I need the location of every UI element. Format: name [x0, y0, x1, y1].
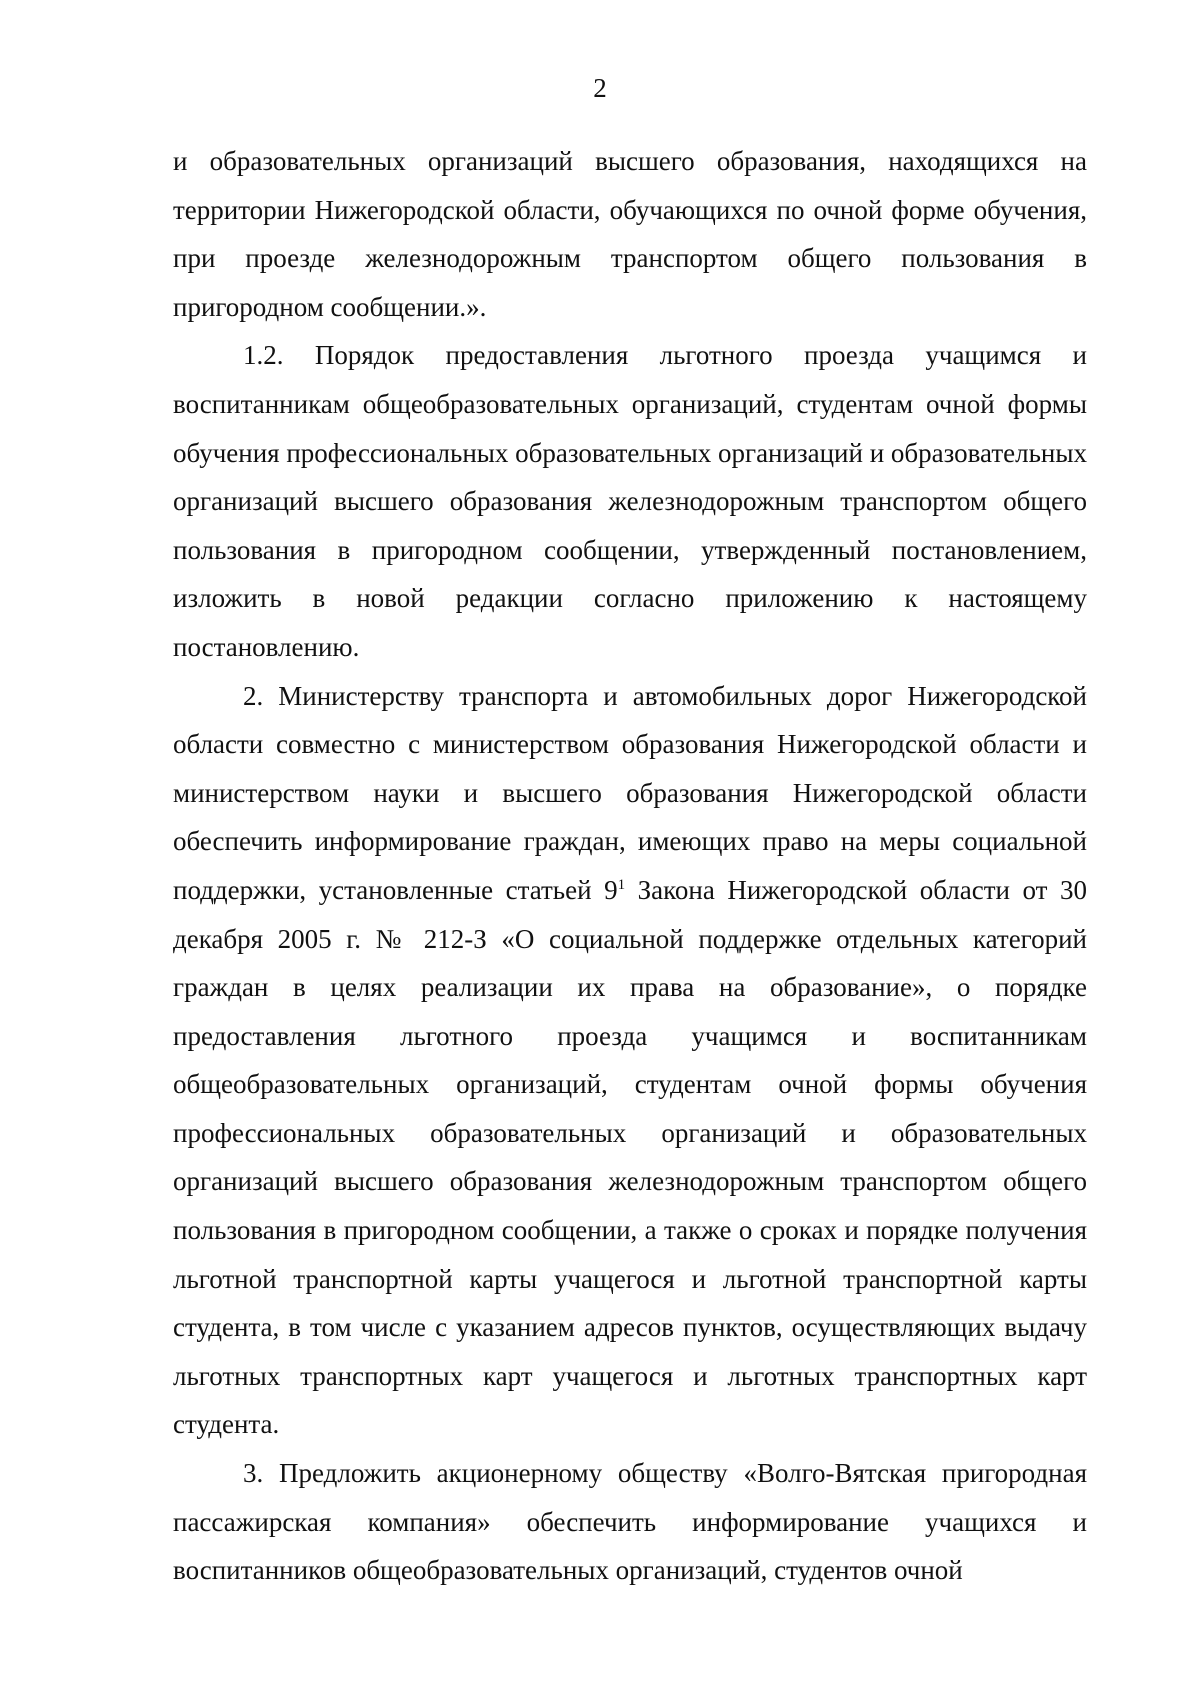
paragraph-1-2: 1.2. Порядок предоставления льготного проезда учащимся и воспитанникам общеобразовательных организаций, студентам очной формы обучения профессиональных образовательных организаций и образовательных организаций высшего образования железнодорожным транспортом общего пользования в пригородном сообщении, утвержденный постановлением, изложить в новой редакции согласно приложению к настоящему постановлению. — [173, 340, 1087, 662]
paragraph-2-text-after: Закона Нижегородской области от 30 декабря 2005 г. № 212-З «О социальной поддержке отдельных категорий граждан в целях реализации их права на образование», о порядке предоставления льготного проезда учащимся и воспитанникам общеобразовательных организаций, студентам очной формы обучения профессиональных образовательных организаций и образовательных организаций высшего образования железнодорожным транспортом общего пользования в пригородном сообщении, а также о сроках и порядке получения льготной транспортной карты учащегося и льготной транспортной карты студента, в том числе с указанием адресов пунктов, осуществляющих выдачу льготных транспортных карт учащегося и льготных транспортных карт студента. — [173, 874, 1087, 1440]
page-number: 2 — [593, 73, 607, 103]
superscript-article-number: 1 — [617, 876, 626, 893]
paragraph-3: 3. Предложить акционерному обществу «Волго-Вятская пригородная пассажирская компания» обеспечить информирование учащихся и воспитанников общеобразовательных организаций, студентов очной — [173, 1458, 1087, 1586]
document-body — [173, 137, 1087, 1595]
paragraph-continuation: и образовательных организаций высшего образования, находящихся на территории Нижегородской области, обучающихся по очной форме обучения, при проезде железнодорожным транспортом общего пользования в пригородном сообщении.». — [173, 146, 1087, 322]
paragraph-2 — [173, 672, 1087, 1450]
paragraph-2-text-before: 2. Министерству транспорта и автомобильных дорог Нижегородской области совместно с министерством образования Нижегородской области и министерством науки и высшего образования Нижегородской области обеспечить информирование граждан, имеющих право на меры социальной поддержки, установленные статьей 9 — [173, 680, 1087, 905]
